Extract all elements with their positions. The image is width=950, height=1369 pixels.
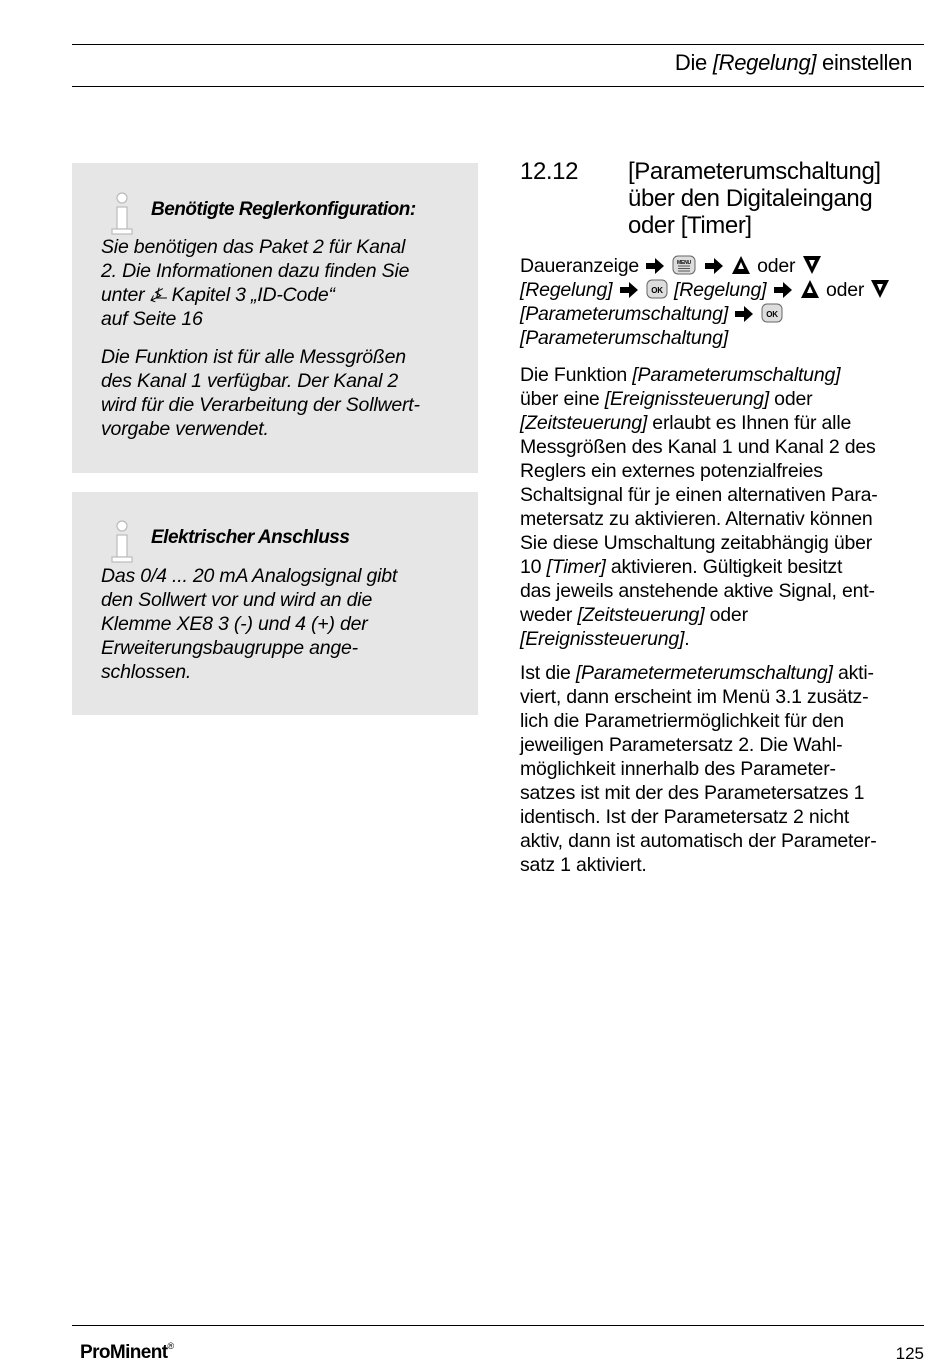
page-number: 125	[895, 1344, 924, 1363]
svg-text:OK: OK	[766, 310, 779, 319]
arrow-right-icon	[734, 305, 754, 323]
chapter-link[interactable]: unter ⍼ Kapitel 3 „ID-Code“	[101, 284, 335, 306]
section-number: 12.12	[520, 158, 579, 185]
down-key-icon	[870, 279, 890, 299]
down-key-icon	[802, 255, 822, 275]
menu-key-icon	[672, 255, 696, 275]
info-box-title: Elektrischer Anschluss	[151, 527, 350, 548]
header-top-rule	[72, 44, 924, 45]
svg-text:OK: OK	[650, 286, 663, 295]
info-box-title: Benötigte Reglerkonfiguration:	[151, 199, 416, 220]
info-box-controller-config	[72, 163, 478, 473]
info-paragraph: Sie benötigen das Paket 2 für Kanal 2. Die Informationen dazu finden Sie unter ⍼ Kapitel 3 „ID-Code“ auf Seite 16	[101, 235, 460, 331]
ok-key-icon	[646, 279, 668, 299]
up-key-icon	[731, 255, 751, 275]
arrow-right-icon	[619, 281, 639, 299]
footer-rule	[72, 1325, 924, 1326]
up-key-icon	[800, 279, 820, 299]
prominent-logo: ProMinent®	[80, 1341, 174, 1363]
info-paragraph: Die Funktion ist für alle Messgrößen des Kanal 1 verfügbar. Der Kanal 2 wird für die Verarbeitung der Sollwert- vorgabe verwendet.	[101, 346, 420, 440]
ok-key-icon	[761, 303, 783, 323]
arrow-right-icon	[773, 281, 793, 299]
info-icon	[109, 520, 135, 564]
info-paragraph: Das 0/4 ... 20 mA Analogsignal gibt den Sollwert vor und wird an die Klemme XE8 3 (-) und 4 (+) der Erweiterungsbaugruppe ange- schlossen.	[101, 565, 398, 683]
arrow-right-icon	[704, 257, 724, 275]
header-bottom-rule	[72, 86, 924, 87]
page-title: Die [Regelung] einstellen	[674, 50, 912, 75]
arrow-right-icon	[645, 257, 665, 275]
body-paragraph: Ist die [Parametermeterumschaltung] akti- viert, dann erscheint im Menü 3.1 zusätz- lich die Parametriermöglichkeit für den jeweiligen Parametersatz 2. Die Wahl- möglichkeit innerhalb des Parameter- satzes ist mit der des Parametersatzes 1 identisch. Ist der Parametersatz 2 nicht aktiv, dann ist automatisch der Parameter- satz 1 aktiviert.	[520, 662, 877, 876]
info-box-electrical-connection	[72, 492, 478, 715]
svg-text:MENU: MENU	[677, 260, 692, 266]
body-paragraph: Die Funktion [Parameterumschaltung] über eine [Ereignissteuerung] oder [Zeitsteuerung] erlaubt es Ihnen für alle Messgrößen des Kanal 1 und Kanal 2 des Reglers ein externes potenzialfreies Schaltsignal für je einen alternativen Para- metersatz zu aktivieren. Alternativ können Sie diese Umschaltung zeitabhängig über 10 [Timer] aktivieren. Gültigkeit besitzt das jeweils anstehende aktive Signal, ent- weder [Zeitsteuerung] oder [Ereignissteuerung].	[520, 364, 878, 650]
section-title: [Parameterumschaltung] über den Digitaleingang oder [Timer]	[628, 158, 881, 239]
info-icon	[109, 192, 135, 236]
navigation-path: Daueranzeige MENU oder [Regelung] OK [Regelung] oder [Parameterumschaltung] OK [Parameterumschaltung]	[520, 254, 891, 350]
